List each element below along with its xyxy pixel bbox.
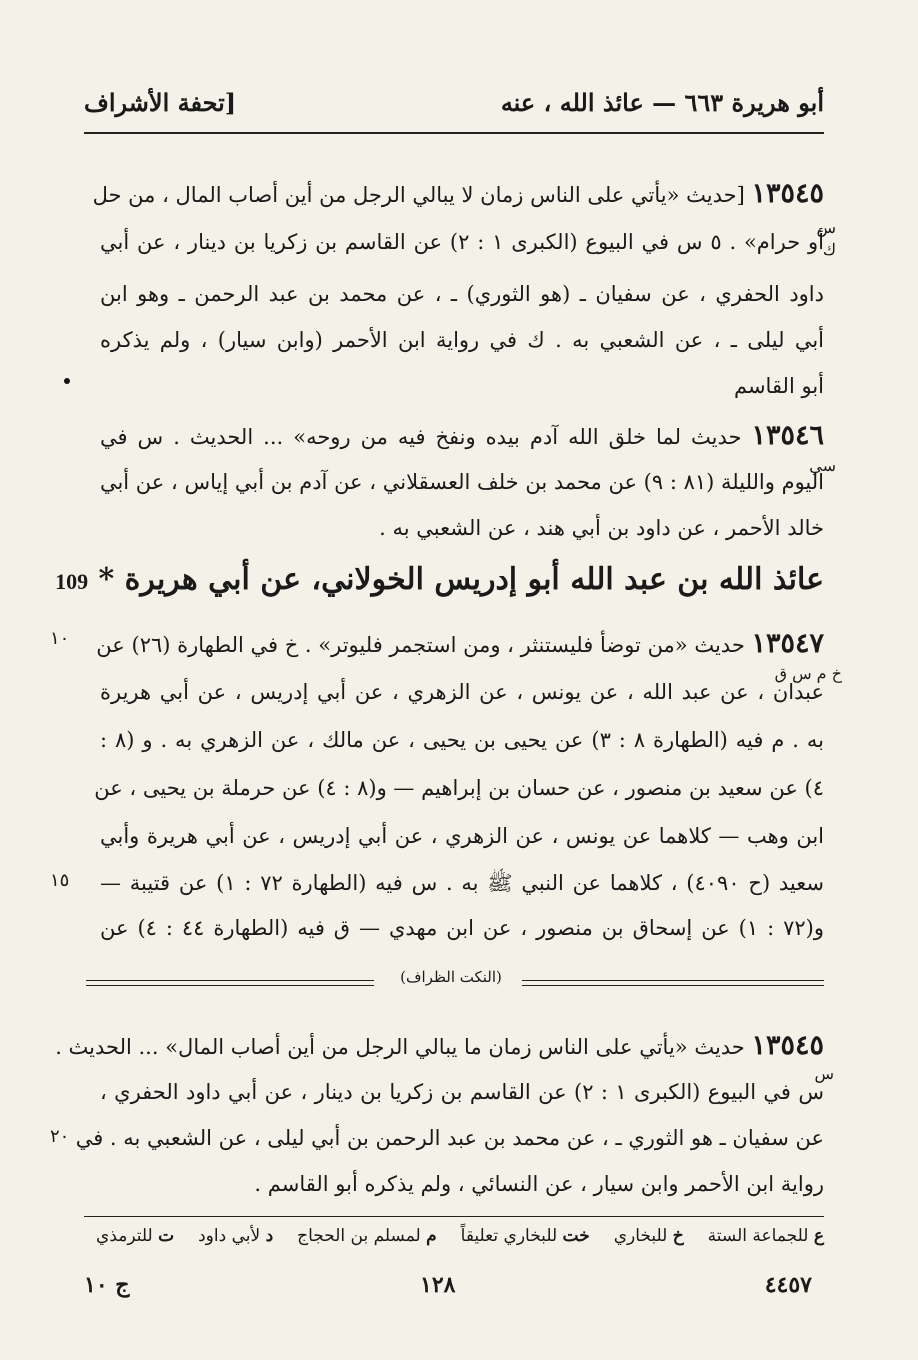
header-rule bbox=[84, 132, 824, 134]
margin-line-number: ٢٠ bbox=[50, 1126, 70, 1147]
margin-line-number: ١٠ bbox=[50, 628, 70, 649]
text-line: به . م فيه (الطهارة ٨ : ٣) عن يحيى بن يحيى ، عن مالك ، عن الزهري به . و (٨ : bbox=[100, 728, 824, 752]
text-line: أو حرام» . ٥ س في البيوع (الكبرى ١ : ٢) عن القاسم بن زكريا بن دينار ، عن أبي bbox=[100, 230, 824, 254]
text-line: أبي ليلى ـ ، عن الشعبي به . ك في رواية ابن الأحمر (وابن سيار) ، ولم يذكره bbox=[100, 328, 824, 352]
text-line: ١٣٥٤٥ [حديث «يأتي على الناس زمان لا يبالي الرجل من أين أصاب المال ، من حل bbox=[92, 178, 824, 209]
margin-siglum: ك bbox=[822, 240, 836, 259]
text-line: اليوم والليلة (٨١ : ٩) عن محمد بن خلف العسقلاني ، عن آدم بن أبي إياس ، عن أبي bbox=[99, 470, 824, 494]
page-number: ١٢٨ bbox=[420, 1272, 456, 1298]
text-line: خالد الأحمر ، عن داود بن أبي هند ، عن الشعبي به . bbox=[379, 516, 824, 540]
note-line: ١٣٥٤٥ حديث «يأتي على الناس زمان ما يبالي الرجل من أين أصاب المال» ... الحديث . bbox=[55, 1030, 824, 1061]
text-line: ابن وهب — كلاهما عن يونس ، عن الزهري ، عن أبي إدريس ، عن أبي هريرة وأبي bbox=[100, 824, 824, 848]
legend-item: د لأبي داود bbox=[198, 1226, 274, 1246]
legend-item: ع للجماعة الستة bbox=[707, 1226, 824, 1246]
legend-item: م لمسلم بن الحجاج bbox=[297, 1226, 437, 1246]
chapter-marker: * bbox=[98, 562, 115, 597]
text-line: سعيد (ح ٤٠٩٠) ، كلاهما عن النبي ﷺ به . س فيه (الطهارة ٧٢ : ١) عن قتيبة — bbox=[100, 871, 824, 895]
margin-siglum: سي bbox=[809, 456, 836, 475]
footer-rule bbox=[84, 1216, 824, 1217]
text-line: عبدان ، عن عبد الله ، عن يونس ، عن الزهري ، عن أبي إدريس ، عن أبي هريرة bbox=[100, 680, 824, 704]
book-title: [تحفة الأشراف bbox=[84, 88, 237, 117]
margin-siglum: س bbox=[814, 1064, 834, 1083]
separator-rule-left bbox=[86, 980, 374, 986]
chapter-heading bbox=[55, 562, 824, 597]
legend-item: خ للبخاري bbox=[613, 1226, 684, 1246]
notes-separator bbox=[86, 968, 824, 994]
separator-label: (النكت الظراف) bbox=[400, 968, 502, 986]
margin-siglum: خ م س ق bbox=[774, 664, 842, 683]
running-header bbox=[84, 88, 824, 128]
note-line: عن سفيان ـ هو الثوري ـ ، عن محمد بن عبد الرحمن بن أبي ليلى ، عن الشعبي به . في bbox=[75, 1126, 824, 1150]
chapter-title: عائذ الله بن عبد الله أبو إدريس الخولاني، عن أبي هريرة bbox=[124, 562, 824, 597]
text-line: داود الحفري ، عن سفيان ـ (هو الثوري) ـ ، عن محمد بن عبد الرحمن ـ وهو ابن bbox=[100, 282, 824, 306]
ink-dot bbox=[64, 378, 70, 384]
separator-rule-right bbox=[522, 980, 824, 986]
margin-line-number: ١٥ bbox=[50, 870, 70, 891]
page-code: ٤٤٥٧ bbox=[764, 1272, 812, 1298]
text-line: و(٧٢ : ١) عن إسحاق بن منصور ، عن ابن مهدي — ق فيه (الطهارة ٤٤ : ٤) عن bbox=[100, 916, 824, 940]
text-line: ١٣٥٤٧ حديث «من توضأ فليستنثر ، ومن استجمر فليوتر» . خ في الطهارة (٢٦) عن bbox=[96, 628, 824, 659]
sigla-legend bbox=[96, 1226, 824, 1246]
text-line: أبو القاسم bbox=[733, 374, 824, 398]
note-line: س في البيوع (الكبرى ١ : ٢) عن القاسم بن زكريا بن دينار ، عن أبي داود الحفري ، bbox=[100, 1080, 824, 1104]
text-line: ١٣٥٤٦ حديث لما خلق الله آدم بيده ونفخ فيه من روحه» ... الحديث . س في bbox=[100, 420, 824, 451]
chapter-number: 109 bbox=[55, 569, 89, 594]
note-line: رواية ابن الأحمر وابن سيار ، عن النسائي ، ولم يذكره أبو القاسم . bbox=[254, 1172, 824, 1196]
text-line: ٤) عن سعيد بن منصور ، عن حسان بن إبراهيم — و(٨ : ٤) عن حرملة بن يحيى ، عن bbox=[94, 776, 824, 800]
running-title: أبو هريرة ٦٦٣ — عائذ الله ، عنه bbox=[500, 88, 824, 117]
legend-item: ت للترمذي bbox=[96, 1226, 175, 1246]
volume-number: ج ١٠ bbox=[84, 1272, 130, 1298]
margin-siglum: س bbox=[816, 218, 836, 237]
legend-item: خت للبخاري تعليقاً bbox=[460, 1226, 590, 1246]
